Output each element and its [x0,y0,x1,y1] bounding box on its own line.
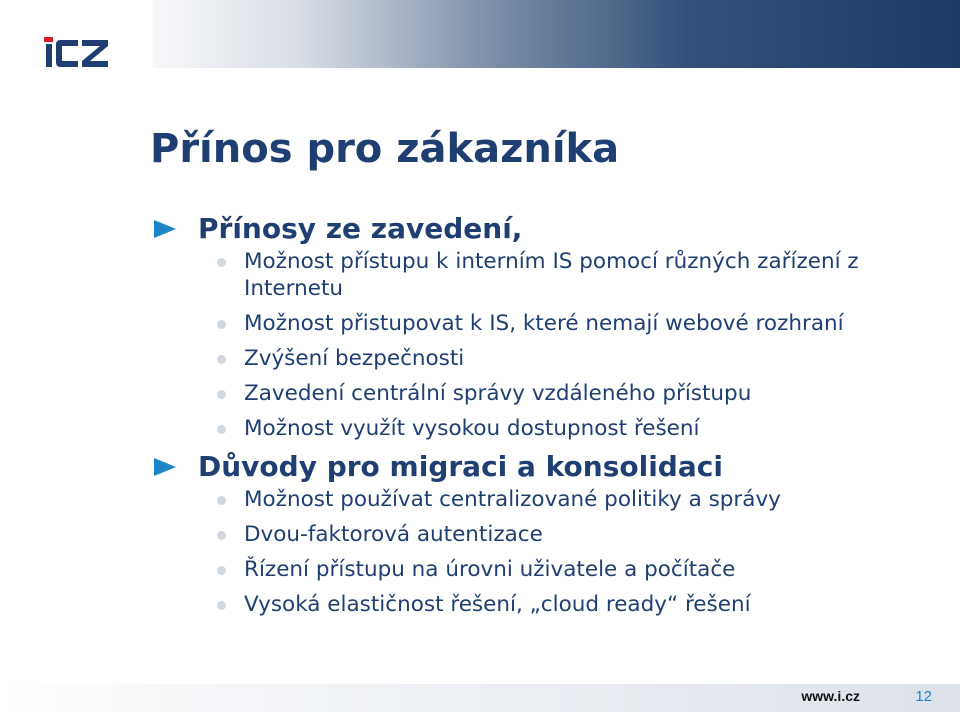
slide-content [150,212,950,626]
list-item: Možnost používat centralizované politiky a správy [150,486,950,513]
page-number: 12 [915,688,932,705]
list-item: Řízení přístupu na úrovni uživatele a počítače [150,556,950,583]
triangle-bullet-icon [154,458,176,476]
dot-bullet-icon [217,355,226,364]
icz-logo [44,37,110,69]
section-heading: Důvody pro migraci a konsolidaci [198,450,723,483]
section-migration-heading [150,450,950,483]
list-item: Zvýšení bezpečnosti [150,345,950,372]
dot-bullet-icon [217,531,226,540]
list-item: Možnost přístupu k interním IS pomocí různých zařízení z Internetu [150,248,950,302]
list-item: Dvou-faktorová autentizace [150,521,950,548]
list-item: Zavedení centrální správy vzdáleného přístupu [150,380,950,407]
section-heading: Přínosy ze zavedení, [198,212,523,245]
dot-bullet-icon [217,566,226,575]
dot-bullet-icon [217,258,226,267]
dot-bullet-icon [217,601,226,610]
dot-bullet-icon [217,390,226,399]
list-item: Možnost přistupovat k IS, které nemají webové rozhraní [150,310,950,337]
footer-url[interactable]: www.i.cz [801,688,860,704]
dot-bullet-icon [217,496,226,505]
section-benefits-heading [150,212,950,245]
list-item: Možnost využít vysokou dostupnost řešení [150,415,950,442]
migration-list [150,486,950,618]
triangle-bullet-icon [154,220,176,238]
header-banner [153,0,960,68]
dot-bullet-icon [217,425,226,434]
dot-bullet-icon [217,320,226,329]
benefits-list [150,248,950,442]
list-item: Vysoká elastičnost řešení, „cloud ready“ řešení [150,591,950,618]
slide-title: Přínos pro zákazníka [150,126,620,172]
